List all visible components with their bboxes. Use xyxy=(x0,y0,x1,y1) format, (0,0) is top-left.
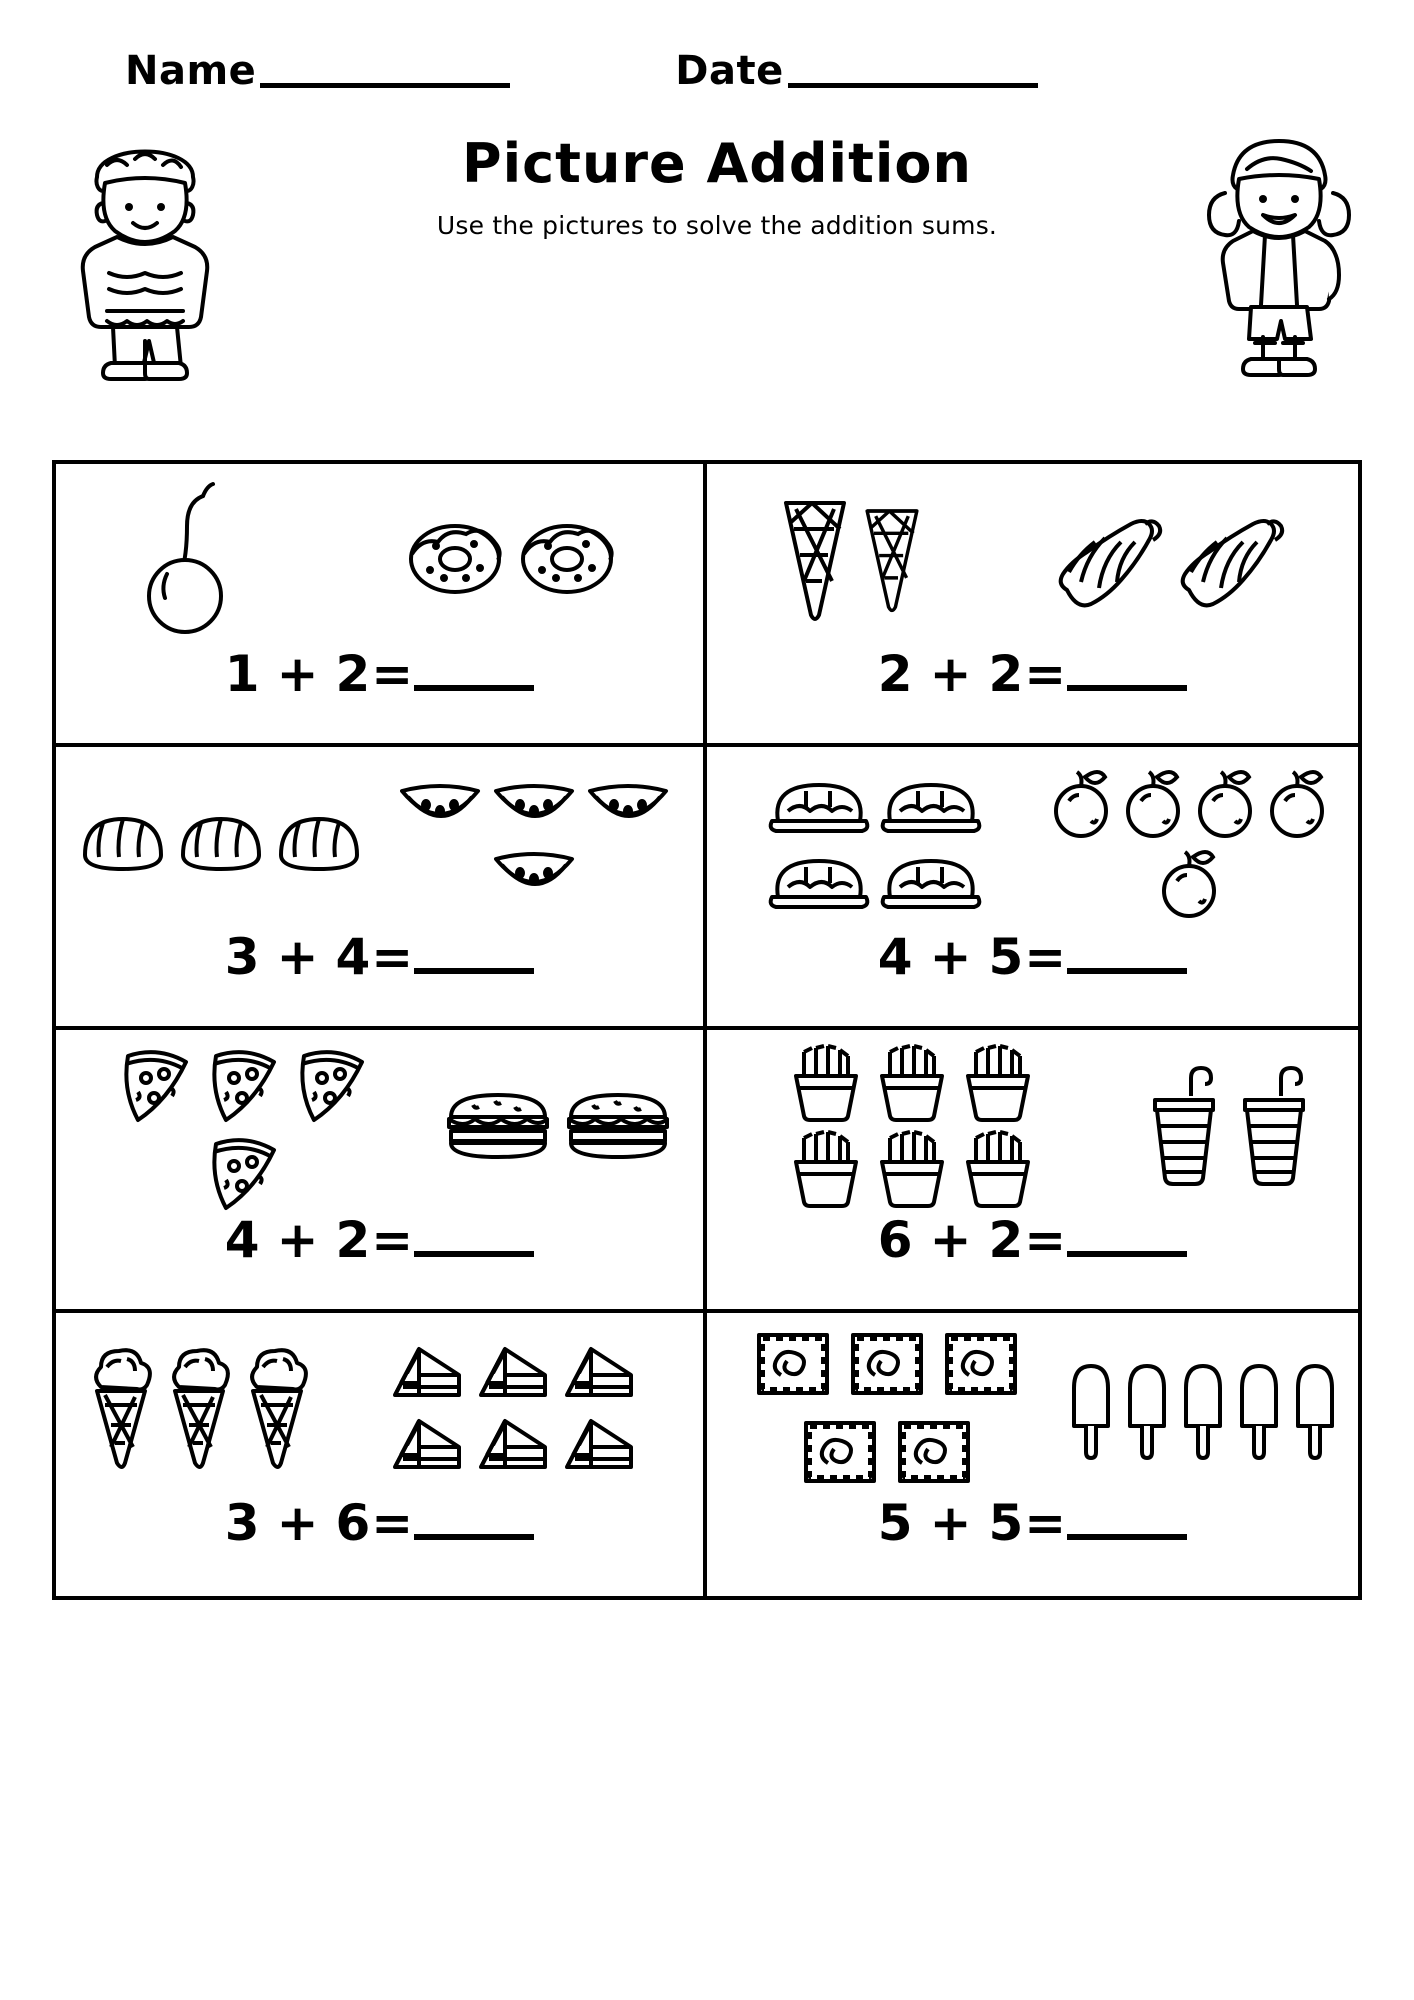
popsicle-icon xyxy=(1064,1356,1118,1460)
problem-7-right-count: 6 xyxy=(335,1494,372,1552)
problem-7-answer-blank[interactable] xyxy=(414,1526,534,1540)
problem-cell-5 xyxy=(56,1030,707,1313)
problem-7-equals: = xyxy=(371,1494,415,1552)
pizza-slice-icon xyxy=(202,1126,288,1212)
problem-1-equation xyxy=(56,645,703,705)
problem-1-operator: + xyxy=(276,645,320,703)
problem-3-right-count: 4 xyxy=(335,928,372,986)
cake-slice-icon xyxy=(385,1337,469,1407)
problem-7-pictures xyxy=(56,1313,703,1498)
problem-8-answer-blank[interactable] xyxy=(1067,1526,1187,1540)
problem-7-right-group xyxy=(350,1337,676,1479)
problem-3-left-group xyxy=(75,799,367,885)
problem-1-answer-blank[interactable] xyxy=(414,677,534,691)
ice-cream-scoop-cone-icon xyxy=(239,1343,315,1473)
problem-4-pictures xyxy=(707,747,1358,932)
problem-5-answer-blank[interactable] xyxy=(414,1243,534,1257)
watermelon-slice-icon xyxy=(488,775,580,841)
name-field[interactable] xyxy=(125,48,510,94)
donut-icon xyxy=(400,518,510,600)
problem-cell-6 xyxy=(707,1030,1358,1313)
problem-8-equation xyxy=(707,1494,1358,1554)
problem-1-pictures xyxy=(56,464,703,649)
problem-1-left-group xyxy=(137,474,257,644)
problem-6-operator: + xyxy=(929,1211,973,1269)
burger-icon xyxy=(439,1087,557,1163)
title-block xyxy=(0,132,1414,240)
problem-cell-7 xyxy=(56,1313,707,1596)
problem-cell-4 xyxy=(707,747,1358,1030)
burger-icon xyxy=(559,1087,677,1163)
problem-cell-8 xyxy=(707,1313,1358,1596)
pie-icon xyxy=(764,767,874,841)
problem-8-pictures xyxy=(707,1313,1358,1498)
problem-4-answer-blank[interactable] xyxy=(1067,960,1187,974)
pizza-slice-icon xyxy=(202,1038,288,1124)
problem-3-equation xyxy=(56,928,703,988)
problem-7-left-group xyxy=(83,1343,315,1473)
problem-2-left-group xyxy=(776,489,928,629)
problem-2-right-group xyxy=(1047,504,1289,614)
chips-bag-icon xyxy=(841,1321,933,1407)
problem-6-right-group xyxy=(1139,1060,1317,1190)
problem-6-right-count: 2 xyxy=(988,1211,1025,1269)
problem-1-right-group xyxy=(400,518,622,600)
problem-4-left-count: 4 xyxy=(877,928,914,986)
problem-5-right-group xyxy=(439,1087,677,1163)
pie-icon xyxy=(876,767,986,841)
problem-cell-1 xyxy=(56,464,707,747)
cake-slice-icon xyxy=(557,1409,641,1479)
pizza-slice-icon xyxy=(114,1038,200,1124)
problem-cell-3 xyxy=(56,747,707,1030)
fries-icon xyxy=(870,1040,954,1124)
chips-bag-icon xyxy=(888,1409,980,1495)
problem-8-right-group xyxy=(1064,1356,1342,1460)
pie-icon xyxy=(876,843,986,917)
problem-7-equation xyxy=(56,1494,703,1554)
problem-2-pictures xyxy=(707,464,1358,649)
name-label: Name xyxy=(125,48,257,94)
watermelon-slice-icon xyxy=(394,775,486,841)
problem-2-answer-blank[interactable] xyxy=(1067,677,1187,691)
problem-4-left-group xyxy=(723,767,1026,917)
page-title: Picture Addition xyxy=(462,132,972,195)
problem-6-equals: = xyxy=(1024,1211,1068,1269)
cherry-icon xyxy=(137,474,257,644)
problem-6-left-group xyxy=(748,1040,1076,1210)
problem-cell-2 xyxy=(707,464,1358,747)
problem-4-right-count: 5 xyxy=(988,928,1025,986)
problem-5-equals: = xyxy=(371,1211,415,1269)
name-blank-line[interactable] xyxy=(260,77,510,88)
problem-grid xyxy=(52,460,1362,1600)
problem-2-equals: = xyxy=(1024,645,1068,703)
problem-4-equals: = xyxy=(1024,928,1068,986)
date-label: Date xyxy=(675,48,784,94)
watermelon-slice-icon xyxy=(488,843,580,909)
cake-slice-icon xyxy=(385,1409,469,1479)
pie-icon xyxy=(764,843,874,917)
orange-icon xyxy=(1119,763,1189,841)
donut-icon xyxy=(512,518,622,600)
bread-loaf-icon xyxy=(75,799,171,885)
problem-6-left-count: 6 xyxy=(877,1211,914,1269)
popsicle-icon xyxy=(1232,1356,1286,1460)
bread-loaf-icon xyxy=(271,799,367,885)
problem-8-operator: + xyxy=(929,1494,973,1552)
popsicle-icon xyxy=(1120,1356,1174,1460)
problem-5-left-count: 4 xyxy=(224,1211,261,1269)
problem-5-operator: + xyxy=(276,1211,320,1269)
page-subtitle: Use the pictures to solve the addition sums. xyxy=(436,211,998,240)
orange-icon xyxy=(1155,843,1225,921)
soda-cup-icon xyxy=(1229,1060,1317,1190)
fries-icon xyxy=(784,1040,868,1124)
ice-cream-cone-icon xyxy=(856,499,928,619)
cake-slice-icon xyxy=(471,1337,555,1407)
problem-6-pictures xyxy=(707,1030,1358,1215)
problem-7-operator: + xyxy=(276,1494,320,1552)
fries-icon xyxy=(784,1126,868,1210)
chips-bag-icon xyxy=(794,1409,886,1495)
problem-7-left-count: 3 xyxy=(224,1494,261,1552)
problem-4-operator: + xyxy=(929,928,973,986)
popsicle-icon xyxy=(1176,1356,1230,1460)
problem-5-pictures xyxy=(56,1030,703,1215)
problem-6-equation xyxy=(707,1211,1358,1271)
problem-6-answer-blank[interactable] xyxy=(1067,1243,1187,1257)
problem-1-right-count: 2 xyxy=(335,645,372,703)
cake-slice-icon xyxy=(557,1337,641,1407)
fries-icon xyxy=(956,1040,1040,1124)
pizza-slice-icon xyxy=(290,1038,376,1124)
croissant-icon xyxy=(1047,504,1167,614)
ice-cream-cone-icon xyxy=(776,489,854,629)
problem-4-right-group xyxy=(1039,763,1342,921)
soda-cup-icon xyxy=(1139,1060,1227,1190)
problem-8-right-count: 5 xyxy=(988,1494,1025,1552)
cake-slice-icon xyxy=(471,1409,555,1479)
problem-3-right-group xyxy=(384,775,685,909)
header xyxy=(0,0,1414,94)
problem-8-left-group xyxy=(723,1321,1051,1495)
problem-3-left-count: 3 xyxy=(224,928,261,986)
ice-cream-scoop-cone-icon xyxy=(161,1343,237,1473)
ice-cream-scoop-cone-icon xyxy=(83,1343,159,1473)
problem-5-left-group xyxy=(82,1038,408,1212)
orange-icon xyxy=(1191,763,1261,841)
bread-loaf-icon xyxy=(173,799,269,885)
orange-icon xyxy=(1263,763,1333,841)
date-blank-line[interactable] xyxy=(788,77,1038,88)
problem-2-operator: + xyxy=(929,645,973,703)
orange-icon xyxy=(1047,763,1117,841)
problem-5-equation xyxy=(56,1211,703,1271)
problem-8-left-count: 5 xyxy=(877,1494,914,1552)
problem-8-equals: = xyxy=(1024,1494,1068,1552)
problem-1-left-count: 1 xyxy=(224,645,261,703)
problem-5-right-count: 2 xyxy=(335,1211,372,1269)
problem-4-equation xyxy=(707,928,1358,988)
problem-3-answer-blank[interactable] xyxy=(414,960,534,974)
popsicle-icon xyxy=(1288,1356,1342,1460)
fries-icon xyxy=(870,1126,954,1210)
problem-3-pictures xyxy=(56,747,703,932)
problem-3-operator: + xyxy=(276,928,320,986)
fries-icon xyxy=(956,1126,1040,1210)
watermelon-slice-icon xyxy=(582,775,674,841)
problem-3-equals: = xyxy=(371,928,415,986)
problem-2-equation xyxy=(707,645,1358,705)
date-field[interactable] xyxy=(675,48,1037,94)
chips-bag-icon xyxy=(747,1321,839,1407)
problem-2-left-count: 2 xyxy=(877,645,914,703)
problem-1-equals: = xyxy=(371,645,415,703)
chips-bag-icon xyxy=(935,1321,1027,1407)
problem-2-right-count: 2 xyxy=(988,645,1025,703)
croissant-icon xyxy=(1169,504,1289,614)
